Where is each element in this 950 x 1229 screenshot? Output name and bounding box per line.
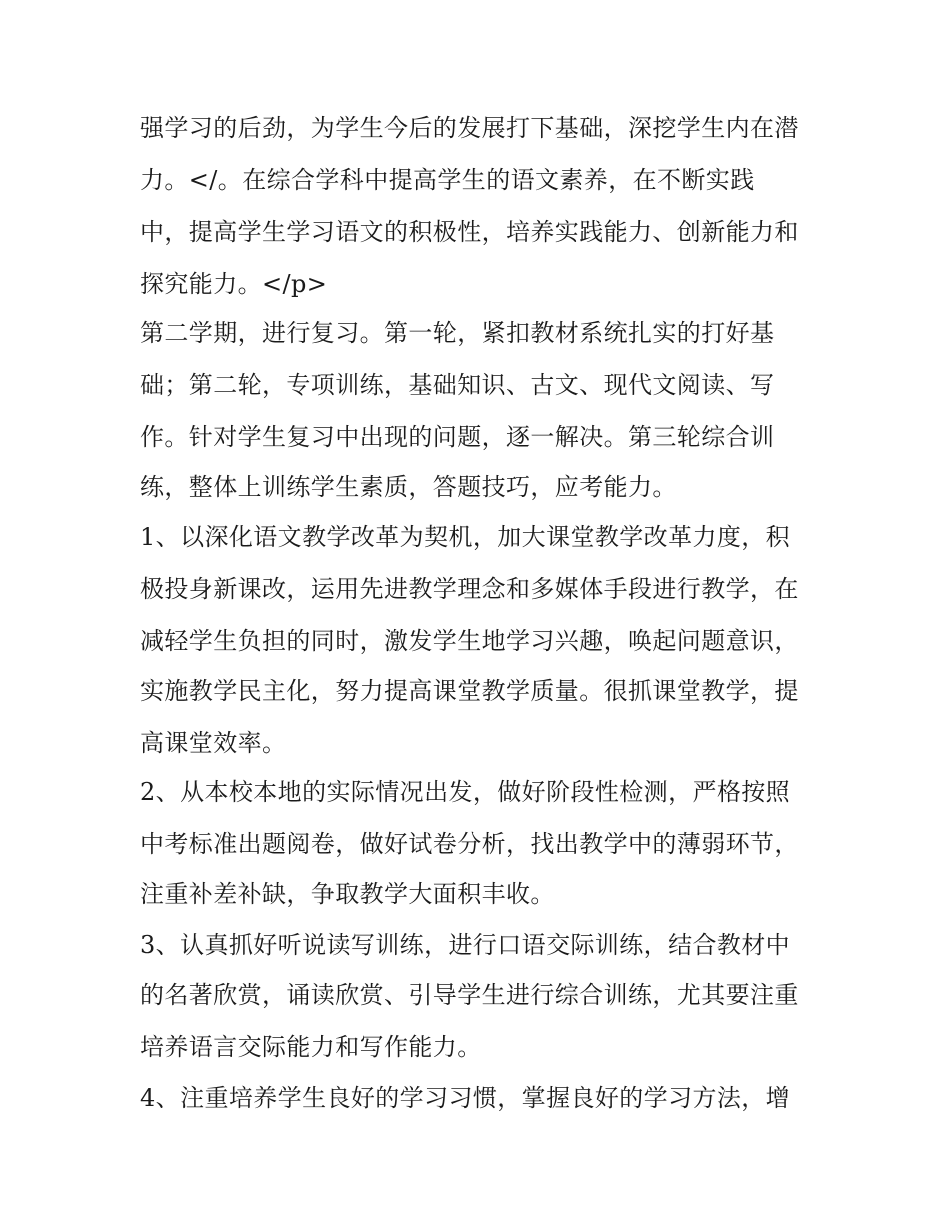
list-item-1-line-5: 高课堂效率。 xyxy=(140,729,287,757)
list-item-1-line-2: 极投身新课改，运用先进教学理念和多媒体手段进行教学，在 xyxy=(140,575,799,603)
list-item-3-line-3: 培养语言交际能力和写作能力。 xyxy=(140,1033,482,1061)
list-item-1-line-1: 1、以深化语文教学改革为契机，加大课堂教学改革力度，积 xyxy=(140,523,791,551)
list-item-3-line-2: 的名著欣赏，诵读欣赏、引导学生进行综合训练，尤其要注重 xyxy=(140,981,799,1009)
text-line-3: 中，提高学生学习语文的积极性，培养实践能力、创新能力和 xyxy=(140,218,799,246)
text-line-2: 力。</。在综合学科中提高学生的语文素养，在不断实践 xyxy=(140,166,755,194)
list-item-4-line-1: 4、注重培养学生良好的学习习惯，掌握良好的学习方法，增 xyxy=(140,1084,791,1112)
text-line-4: 探究能力。</p> xyxy=(140,270,328,298)
list-item-2-line-3: 注重补差补缺，争取教学大面积丰收。 xyxy=(140,880,555,908)
text-line-1: 强学习的后劲，为学生今后的发展打下基础，深挖学生内在潜 xyxy=(140,114,799,142)
list-item-1-line-4: 实施教学民主化，努力提高课堂教学质量。很抓课堂教学，提 xyxy=(140,677,799,705)
list-item-1-line-3: 减轻学生负担的同时，激发学生地学习兴趣，唤起问题意识， xyxy=(140,627,799,655)
list-item-2-line-1: 2、从本校本地的实际情况出发，做好阶段性检测，严格按照 xyxy=(140,778,791,806)
list-item-2-line-2: 中考标准出题阅卷，做好试卷分析，找出教学中的薄弱环节， xyxy=(140,830,799,858)
text-line-8: 练，整体上训练学生素质，答题技巧，应考能力。 xyxy=(140,473,677,501)
text-line-7: 作。针对学生复习中出现的问题，逐一解决。第三轮综合训 xyxy=(140,423,775,451)
text-line-5: 第二学期，进行复习。第一轮，紧扣教材系统扎实的打好基 xyxy=(140,319,775,347)
list-item-3-line-1: 3、认真抓好听说读写训练，进行口语交际训练，结合教材中 xyxy=(140,931,791,959)
text-line-6: 础；第二轮，专项训练，基础知识、古文、现代文阅读、写 xyxy=(140,371,775,399)
